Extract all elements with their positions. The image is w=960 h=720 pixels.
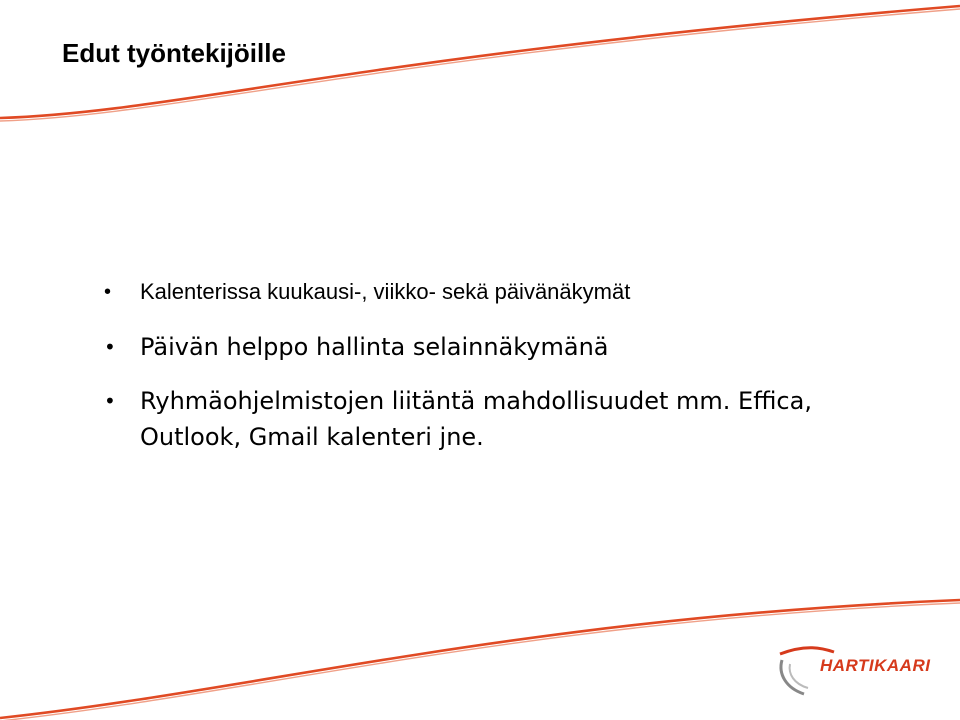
bullet-item	[104, 329, 844, 365]
bullet-dot-icon: •	[104, 335, 116, 359]
bullet-dot-icon: •	[104, 281, 112, 303]
logo-wordmark: HARTIKAARI	[820, 656, 931, 675]
bullet-text: Päivän helppo hallinta selainnäkymänä	[140, 333, 609, 361]
bullet-text: Kalenterissa kuukausi-, viikko- sekä päivänäkymät	[140, 279, 631, 304]
bullet-text: Ryhmäohjelmistojen liitäntä mahdollisuudet mm. Effica, Outlook, Gmail kalenteri jne.	[140, 387, 812, 451]
bullet-item	[104, 277, 844, 307]
bullet-list	[104, 277, 844, 477]
bullet-item	[104, 383, 844, 455]
slide-title: Edut työntekijöille	[62, 38, 286, 68]
company-logo	[776, 642, 946, 702]
bullet-dot-icon: •	[104, 389, 116, 413]
